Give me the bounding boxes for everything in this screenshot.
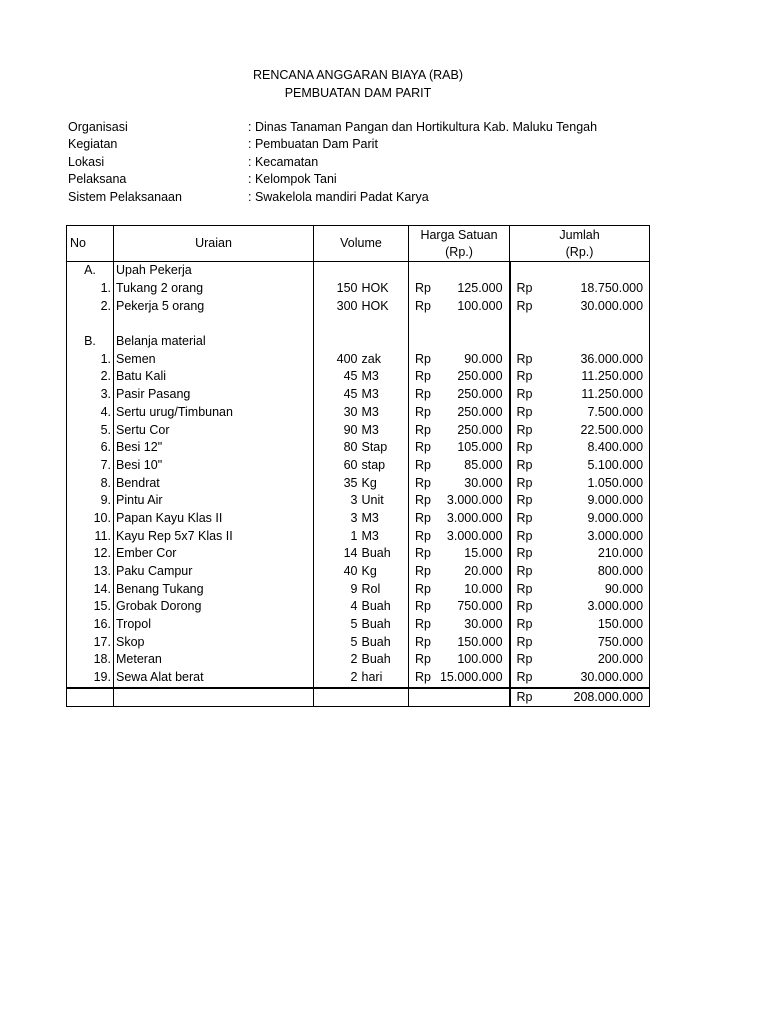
item-volume-unit: Buah [362,598,409,616]
info-label: Kegiatan [68,137,118,151]
item-uraian: Ember Cor [114,545,314,563]
section-code: A. [67,262,114,280]
item-uraian: Pekerja 5 orang [114,297,314,315]
item-volume-unit: M3 [362,421,409,439]
jumlah-currency: Rp [516,510,533,525]
table-row [67,297,650,315]
item-uraian: Papan Kayu Klas II [114,510,314,528]
item-volume-qty: 1 [350,528,358,543]
item-uraian: Tropol [114,616,314,634]
table-row [67,474,650,492]
harga-value [437,333,510,351]
table-row [67,527,650,545]
info-row-kegiatan [68,137,708,154]
item-uraian: Besi 12" [114,439,314,457]
document-title: RENCANA ANGGARAN BIAYA (RAB) [252,68,463,82]
info-label: Lokasi [68,155,105,169]
item-jumlah: 7.500.000 [538,404,650,422]
total-no [67,688,114,707]
table-row [67,545,650,563]
item-no: 8. [67,474,114,492]
item-volume-unit: Kg [362,474,409,492]
item-harga: 30.000 [437,616,510,634]
jumlah-currency: Rp [516,351,533,366]
harga-currency: Rp [415,528,431,543]
item-volume-qty: 400 [336,351,358,366]
harga-currency: Rp [415,369,431,384]
item-volume-qty: 14 [343,546,358,561]
info-label: Organisasi [68,120,128,134]
volume-unit [362,262,409,280]
item-harga: 3.000.000 [437,492,510,510]
volume-unit [362,315,409,333]
item-no: 1. [67,280,114,298]
item-harga: 150.000 [437,633,510,651]
section-code: B. [67,333,114,351]
item-jumlah: 36.000.000 [538,350,650,368]
item-volume-unit: zak [362,350,409,368]
item-no: 16. [67,616,114,634]
section-name: Upah Pekerja [114,262,314,280]
harga-currency: Rp [415,617,431,632]
table-row [67,669,650,688]
jumlah-currency: Rp [516,422,533,437]
harga-currency: Rp [415,634,431,649]
info-value: : Pembuatan Dam Parit [248,137,378,151]
item-uraian: Benang Tukang [114,580,314,598]
jumlah-currency: Rp [516,457,533,472]
info-value: : Kelompok Tani [248,172,337,186]
item-jumlah: 18.750.000 [538,280,650,298]
item-volume-qty: 3 [350,493,358,508]
item-harga: 3.000.000 [437,527,510,545]
info-label: Sistem Pelaksanaan [68,190,182,204]
item-jumlah: 750.000 [538,633,650,651]
item-harga: 20.000 [437,563,510,581]
item-volume-unit: Kg [362,563,409,581]
item-uraian: Besi 10" [114,457,314,475]
harga-currency: Rp [415,422,431,437]
item-volume-qty: 3 [350,510,358,525]
header-harga-line1: Harga Satuan [420,227,498,242]
jumlah-currency: Rp [516,546,533,561]
volume-qty [314,262,362,280]
harga-currency: Rp [409,669,437,688]
item-volume-unit: M3 [362,368,409,386]
item-no: 11. [67,527,114,545]
item-no: 19. [67,669,114,688]
harga-currency: Rp [415,351,431,366]
jumlah-value [538,262,650,280]
item-no: 3. [67,386,114,404]
item-uraian: Meteran [114,651,314,669]
harga-currency: Rp [415,281,431,296]
info-row-lokasi [68,155,708,172]
item-no: 2. [67,297,114,315]
item-volume-unit: Buah [362,651,409,669]
item-uraian: Sewa Alat berat [114,669,314,688]
info-row-organisasi [68,120,708,137]
info-value: : Swakelola mandiri Padat Karya [248,190,429,204]
header-harga-line2: (Rp.) [445,244,473,259]
item-no: 10. [67,510,114,528]
item-jumlah: 9.000.000 [538,492,650,510]
item-volume-unit: Rol [362,580,409,598]
item-harga: 30.000 [437,474,510,492]
table-row [67,457,650,475]
item-volume-qty: 80 [343,440,358,455]
header-uraian: Uraian [114,226,314,262]
harga-currency: Rp [415,510,431,525]
jumlah-currency [510,333,538,351]
item-jumlah: 30.000.000 [538,669,650,688]
item-volume-qty: 2 [350,652,358,667]
item-jumlah: 22.500.000 [538,421,650,439]
total-row [67,688,650,707]
item-no: 18. [67,651,114,669]
jumlah-currency: Rp [516,298,533,313]
table-row [67,280,650,298]
item-volume-unit: M3 [362,527,409,545]
item-jumlah: 800.000 [538,563,650,581]
item-no: 5. [67,421,114,439]
harga-currency: Rp [415,404,431,419]
item-no: 6. [67,439,114,457]
table-row [67,563,650,581]
item-harga: 100.000 [437,651,510,669]
item-volume-unit: Buah [362,545,409,563]
item-volume-unit: M3 [362,510,409,528]
jumlah-currency: Rp [516,634,533,649]
item-uraian: Kayu Rep 5x7 Klas II [114,527,314,545]
table-row [67,368,650,386]
table-body [67,262,650,707]
info-value: : Dinas Tanaman Pangan dan Hortikultura Kab. Maluku Tengah [248,120,598,134]
item-volume-unit: stap [362,457,409,475]
header-jumlah-line2: (Rp.) [565,244,594,259]
item-no: 14. [67,580,114,598]
header-harga-satuan [409,226,510,262]
item-volume-qty: 45 [343,387,358,402]
item-uraian: Pintu Air [114,492,314,510]
item-volume-qty: 5 [350,617,358,632]
jumlah-currency: Rp [510,669,538,688]
table-row [67,386,650,404]
info-label: Pelaksana [68,172,127,186]
table-row [67,598,650,616]
item-no: 17. [67,633,114,651]
harga-currency: Rp [415,440,431,455]
item-uraian: Sertu urug/Timbunan [114,404,314,422]
item-harga: 90.000 [437,350,510,368]
item-uraian: Paku Campur [114,563,314,581]
harga-currency: Rp [415,599,431,614]
jumlah-currency [510,262,538,280]
jumlah-currency: Rp [516,387,533,402]
total-harga [437,688,510,707]
item-uraian: Grobak Dorong [114,598,314,616]
total-volume-qty [314,688,362,707]
uraian-cell [114,315,314,333]
table-row [67,439,650,457]
jumlah-currency: Rp [516,581,533,596]
item-jumlah: 210.000 [538,545,650,563]
item-harga: 15.000 [437,545,510,563]
item-volume-unit: hari [362,669,409,688]
no-cell [67,315,114,333]
item-volume-qty: 30 [343,404,358,419]
item-jumlah: 9.000.000 [538,510,650,528]
item-no: 7. [67,457,114,475]
item-volume-qty: 150 [336,281,358,296]
item-uraian: Batu Kali [114,368,314,386]
rab-table [66,225,650,707]
item-harga: 10.000 [437,580,510,598]
harga-currency: Rp [415,564,431,579]
harga-currency: Rp [415,298,431,313]
section-name: Belanja material [114,333,314,351]
harga-currency: Rp [415,493,431,508]
item-jumlah: 150.000 [538,616,650,634]
header-volume: Volume [314,226,409,262]
jumlah-currency: Rp [516,652,533,667]
item-no: 2. [67,368,114,386]
item-jumlah: 5.100.000 [538,457,650,475]
harga-currency: Rp [415,457,431,472]
harga-value [437,315,510,333]
harga-currency [409,333,437,351]
item-harga: 250.000 [437,386,510,404]
item-jumlah: 200.000 [538,651,650,669]
item-jumlah: 90.000 [538,580,650,598]
table-row [67,492,650,510]
item-volume-qty: 90 [343,422,358,437]
item-volume-unit: Buah [362,633,409,651]
info-row-sistem [68,190,708,207]
item-jumlah: 3.000.000 [538,598,650,616]
total-harga-currency [409,688,437,707]
item-uraian: Bendrat [114,474,314,492]
jumlah-currency: Rp [516,564,533,579]
item-jumlah: 8.400.000 [538,439,650,457]
volume-unit [362,333,409,351]
volume-qty [314,333,362,351]
info-row-pelaksana [68,172,708,189]
table-row [67,633,650,651]
document-subtitle: PEMBUATAN DAM PARIT [284,86,432,100]
jumlah-currency: Rp [516,440,533,455]
item-volume-unit: Stap [362,439,409,457]
item-no: 4. [67,404,114,422]
header-jumlah-line1: Jumlah [559,227,600,242]
item-volume-unit: M3 [362,386,409,404]
table-row [67,651,650,669]
harga-currency: Rp [415,475,431,490]
jumlah-value [538,315,650,333]
harga-currency: Rp [415,652,431,667]
item-jumlah: 3.000.000 [538,527,650,545]
harga-value [437,262,510,280]
item-uraian: Skop [114,633,314,651]
item-uraian: Sertu Cor [114,421,314,439]
jumlah-currency: Rp [516,369,533,384]
total-jumlah: 208.000.000 [538,688,650,707]
harga-currency: Rp [415,546,431,561]
item-harga: 750.000 [437,598,510,616]
item-no: 12. [67,545,114,563]
item-uraian: Pasir Pasang [114,386,314,404]
table-row [67,580,650,598]
item-no: 1. [67,350,114,368]
item-volume-unit: HOK [362,280,409,298]
harga-currency: Rp [415,387,431,402]
table-row [67,350,650,368]
item-volume-qty: 2 [314,669,362,688]
item-volume-qty: 5 [350,634,358,649]
jumlah-currency [510,315,538,333]
item-jumlah: 11.250.000 [538,386,650,404]
harga-currency [409,262,437,280]
total-volume-unit [362,688,409,707]
item-volume-qty: 300 [336,298,358,313]
item-volume-qty: 35 [343,475,358,490]
jumlah-currency: Rp [516,599,533,614]
item-volume-qty: 45 [343,369,358,384]
item-volume-unit: Buah [362,616,409,634]
volume-qty [314,315,362,333]
jumlah-currency: Rp [516,493,533,508]
item-no: 13. [67,563,114,581]
table-header-row [67,226,650,262]
jumlah-currency: Rp [516,281,533,296]
item-harga: 125.000 [437,280,510,298]
item-uraian: Tukang 2 orang [114,280,314,298]
item-harga: 250.000 [437,421,510,439]
item-volume-unit: M3 [362,404,409,422]
jumlah-currency: Rp [516,404,533,419]
item-volume-qty: 9 [350,581,358,596]
table-row [67,421,650,439]
item-harga: 85.000 [437,457,510,475]
section-row [67,333,650,351]
jumlah-currency: Rp [516,528,533,543]
item-volume-qty: 60 [343,457,358,472]
header-no: No [67,226,114,262]
info-value: : Kecamatan [248,155,319,169]
item-uraian: Semen [114,350,314,368]
jumlah-value [538,333,650,351]
jumlah-currency: Rp [516,475,533,490]
item-jumlah: 30.000.000 [538,297,650,315]
item-no: 15. [67,598,114,616]
total-currency: Rp [510,688,538,707]
item-volume-qty: 40 [343,564,358,579]
item-harga: 250.000 [437,404,510,422]
item-harga: 105.000 [437,439,510,457]
item-volume-unit: HOK [362,297,409,315]
jumlah-currency: Rp [516,617,533,632]
item-no: 9. [67,492,114,510]
item-volume-qty: 4 [350,599,358,614]
item-harga: 3.000.000 [437,510,510,528]
header-jumlah [510,226,650,262]
table-row [67,510,650,528]
spacer-row [67,315,650,333]
total-uraian [114,688,314,707]
table-row [67,616,650,634]
item-volume-unit: Unit [362,492,409,510]
table-row [67,404,650,422]
harga-currency [409,315,437,333]
item-harga: 250.000 [437,368,510,386]
item-harga: 100.000 [437,297,510,315]
item-jumlah: 1.050.000 [538,474,650,492]
item-harga: 15.000.000 [437,669,510,688]
section-row [67,262,650,280]
harga-currency: Rp [415,581,431,596]
item-jumlah: 11.250.000 [538,368,650,386]
